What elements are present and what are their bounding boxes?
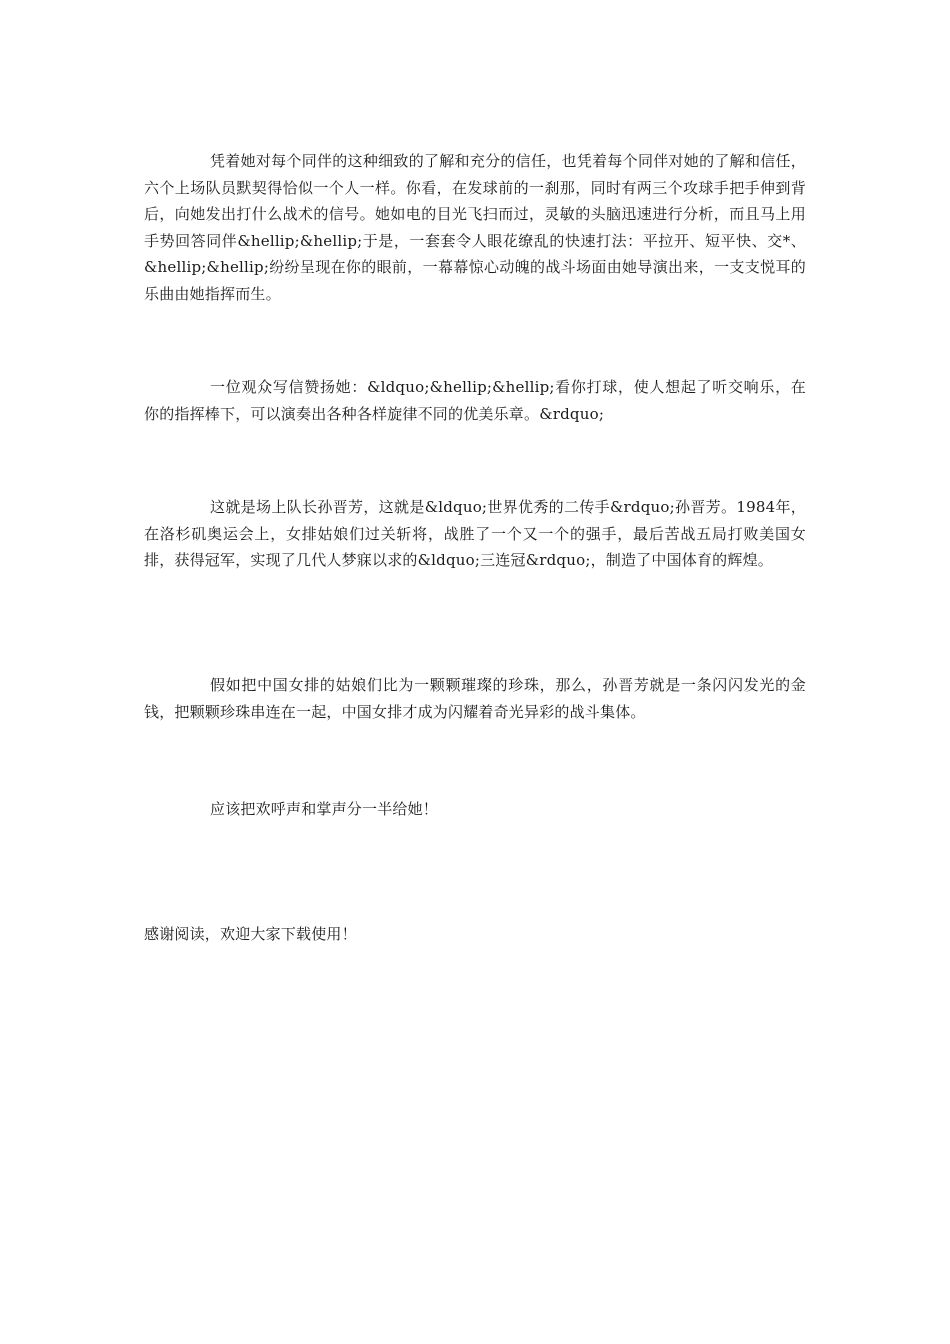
body-paragraph: 假如把中国女排的姑娘们比为一颗颗璀璨的珍珠，那么，孙晋芳就是一条闪闪发光的金钱，把颗颗珍珠串连在一起，中国女排才成为闪耀着奇光异彩的战斗集体。 bbox=[144, 676, 806, 721]
body-paragraph: 应该把欢呼声和掌声分一半给她！ bbox=[210, 800, 439, 818]
closing-line: 感谢阅读，欢迎大家下载使用！ bbox=[144, 925, 357, 943]
body-paragraph: 一位观众写信赞扬她：&ldquo;&hellip;&hellip;看你打球，使人想起了听交响乐，在你的指挥棒下，可以演奏出各种各样旋律不同的优美乐章。&rdquo; bbox=[144, 378, 806, 423]
body-paragraph: 凭着她对每个同伴的这种细致的了解和充分的信任，也凭着每个同伴对她的了解和信任，六个上场队员默契得恰似一个人一样。你看，在发球前的一刹那，同时有两三个攻球手把手伸到背后，向她发出打什么战术的信号。她如电的目光飞扫而过，灵敏的头脑迅速进行分析，而且马上用手势回答同伴&hellip;&hellip;于是，一套套令人眼花缭乱的快速打法：平拉开、短平快、交*、&hellip;&hellip;纷纷呈现在你的眼前，一幕幕惊心动魄的战斗场面由她导演出来，一支支悦耳的乐曲由她指挥而生。 bbox=[144, 152, 806, 303]
body-paragraph: 这就是场上队长孙晋芳，这就是&ldquo;世界优秀的二传手&rdquo;孙晋芳。1984年，在洛杉矶奥运会上，女排姑娘们过关斩将，战胜了一个又一个的强手，最后苦战五局打败美国女排，获得冠军，实现了几代人梦寐以求的&ldquo;三连冠&rdquo;，制造了中国体育的辉煌。 bbox=[144, 498, 806, 570]
